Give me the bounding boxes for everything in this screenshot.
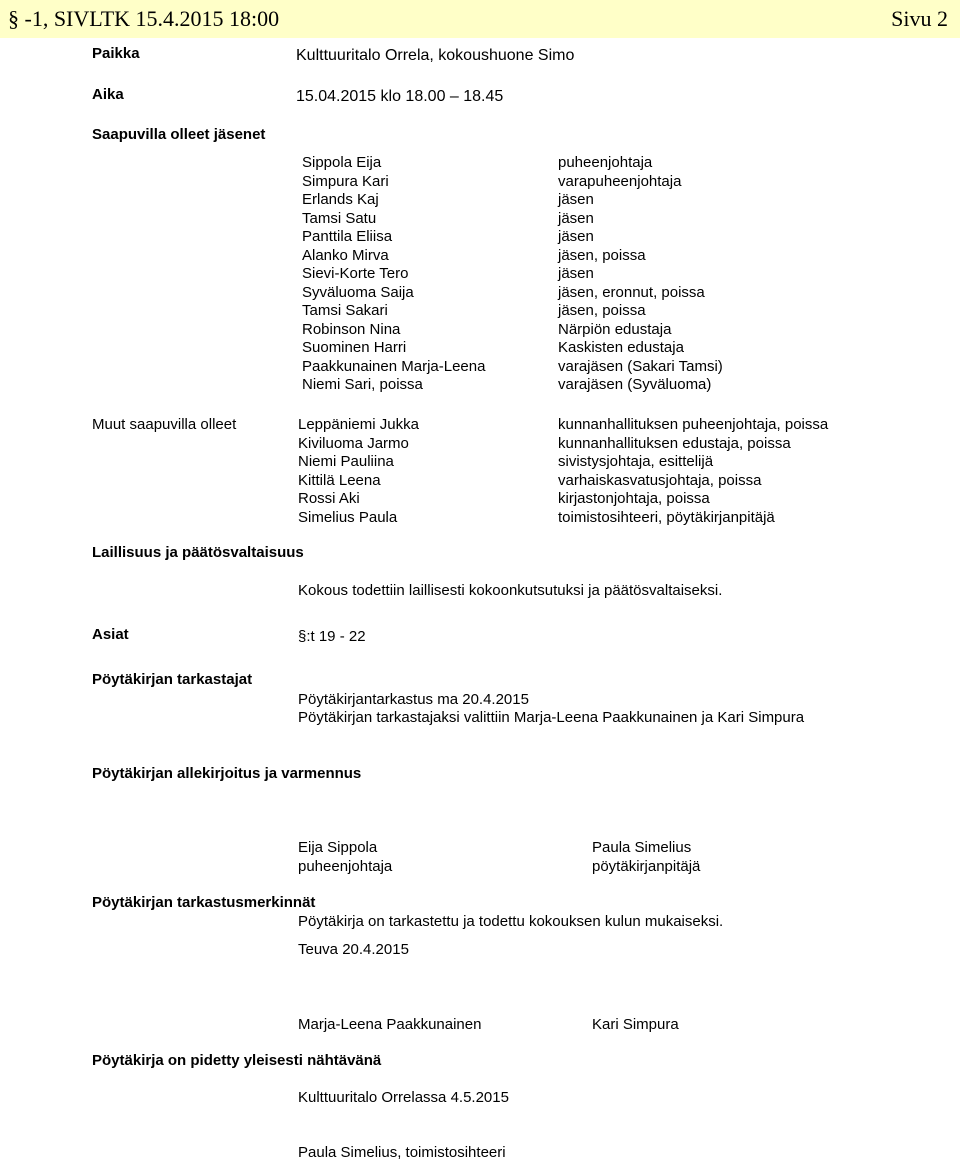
secretary-role: pöytäkirjanpitäjä bbox=[592, 858, 701, 875]
member-name: Simpura Kari bbox=[302, 172, 389, 190]
chair-role: puheenjohtaja bbox=[298, 858, 393, 875]
other-attendee-role: kunnanhallituksen edustaja, poissa bbox=[558, 434, 791, 452]
other-attendee-role: kunnanhallituksen puheenjohtaja, poissa bbox=[558, 416, 829, 433]
member-role: puheenjohtaja bbox=[558, 154, 653, 171]
member-role: Närpiön edustaja bbox=[558, 320, 672, 338]
legality-text: Kokous todettiin laillisesti kokoonkutsutuksi ja päätösvaltaiseksi. bbox=[298, 582, 723, 599]
member-name: Niemi Sari, poissa bbox=[302, 376, 423, 393]
inspectors-label: Pöytäkirjan tarkastajat bbox=[92, 671, 253, 688]
member-role: jäsen, eronnut, poissa bbox=[558, 283, 705, 301]
member-role: jäsen, poissa bbox=[558, 246, 646, 264]
member-name: Panttila Eliisa bbox=[302, 228, 393, 245]
other-attendee-name: Rossi Aki bbox=[298, 490, 360, 507]
inspector1-name: Marja-Leena Paakkunainen bbox=[298, 1016, 482, 1033]
members-label: Saapuvilla olleet jäsenet bbox=[92, 126, 266, 143]
member-role: Kaskisten edustaja bbox=[558, 339, 684, 356]
inspectors-line1: Pöytäkirjantarkastus ma 20.4.2015 bbox=[298, 691, 529, 708]
member-role: varajäsen (Syväluoma) bbox=[558, 376, 712, 393]
legality-label: Laillisuus ja päätösvaltaisuus bbox=[92, 544, 304, 561]
inspector2-name: Kari Simpura bbox=[592, 1016, 679, 1033]
other-attendee-role: sivistysjohtaja, esittelijä bbox=[558, 453, 714, 470]
other-attendee-name: Kiviluoma Jarmo bbox=[298, 434, 409, 452]
other-attendee-name: Niemi Pauliina bbox=[298, 453, 394, 470]
inspection-label: Pöytäkirjan tarkastusmerkinnät bbox=[92, 894, 316, 911]
members-role-list bbox=[558, 154, 723, 395]
member-name: Tamsi Sakari bbox=[302, 302, 388, 319]
member-name: Sievi-Korte Tero bbox=[302, 265, 409, 282]
page-header bbox=[0, 0, 960, 38]
chair-name: Eija Sippola bbox=[298, 839, 378, 856]
secretary-name: Paula Simelius bbox=[592, 839, 692, 856]
inspection-text: Pöytäkirja on tarkastettu ja todettu kokouksen kulun mukaiseksi. bbox=[298, 913, 724, 930]
public-label: Pöytäkirja on pidetty yleisesti nähtävänä bbox=[92, 1052, 382, 1069]
other-attendee-name: Kittilä Leena bbox=[298, 471, 381, 489]
member-name: Sippola Eija bbox=[302, 154, 382, 171]
place-label: Paikka bbox=[92, 45, 140, 62]
members-name-list bbox=[302, 154, 485, 395]
other-attendee-role: varhaiskasvatusjohtaja, poissa bbox=[558, 471, 762, 489]
member-name: Suominen Harri bbox=[302, 339, 407, 356]
other-attendee-name: Leppäniemi Jukka bbox=[298, 416, 419, 433]
member-name: Tamsi Satu bbox=[302, 209, 377, 227]
member-role: jäsen, poissa bbox=[558, 302, 646, 319]
public-signer: Paula Simelius, toimistosihteeri bbox=[298, 1144, 506, 1161]
member-name: Syväluoma Saija bbox=[302, 283, 414, 301]
inspectors-line2: Pöytäkirjan tarkastajaksi valittiin Marja-Leena Paakkunainen ja Kari Simpura bbox=[298, 709, 805, 726]
others-label: Muut saapuvilla olleet bbox=[92, 416, 237, 433]
other-attendee-role: kirjastonjohtaja, poissa bbox=[558, 490, 710, 507]
others-role-list bbox=[558, 416, 828, 527]
member-name: Erlands Kaj bbox=[302, 191, 379, 208]
header-title: § -1, SIVLTK 15.4.2015 18:00 bbox=[8, 6, 280, 31]
member-role: jäsen bbox=[558, 209, 594, 227]
others-name-list bbox=[298, 416, 419, 527]
member-role: jäsen bbox=[558, 265, 594, 282]
other-attendee-name: Simelius Paula bbox=[298, 508, 398, 526]
items-value: §:t 19 - 22 bbox=[298, 628, 366, 645]
member-role: varajäsen (Sakari Tamsi) bbox=[558, 357, 723, 375]
member-role: jäsen bbox=[558, 228, 594, 245]
member-name: Robinson Nina bbox=[302, 320, 401, 338]
public-where: Kulttuuritalo Orrelassa 4.5.2015 bbox=[298, 1089, 509, 1106]
member-role: varapuheenjohtaja bbox=[558, 172, 682, 190]
time-value: 15.04.2015 klo 18.00 – 18.45 bbox=[296, 88, 504, 105]
items-label: Asiat bbox=[92, 626, 129, 643]
inspection-place-date: Teuva 20.4.2015 bbox=[298, 941, 409, 958]
signing-label: Pöytäkirjan allekirjoitus ja varmennus bbox=[92, 765, 362, 782]
member-name: Paakkunainen Marja-Leena bbox=[302, 357, 486, 375]
member-role: jäsen bbox=[558, 191, 594, 208]
time-label: Aika bbox=[92, 86, 124, 103]
place-value: Kulttuuritalo Orrela, kokoushuone Simo bbox=[296, 47, 575, 64]
member-name: Alanko Mirva bbox=[302, 246, 389, 264]
other-attendee-role: toimistosihteeri, pöytäkirjanpitäjä bbox=[558, 508, 775, 526]
header-page-number: Sivu 2 bbox=[891, 6, 948, 31]
